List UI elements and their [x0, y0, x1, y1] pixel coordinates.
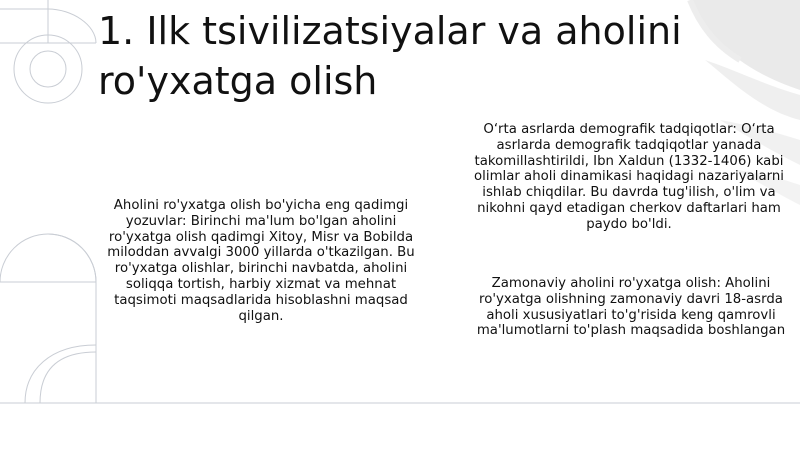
text-block-left: [100, 198, 422, 324]
medieval-demography-paragraph: O‘rta asrlarda demografik tadqiqotlar: O‘rta asrlarda demografik tadqiqotlar yanada takomillashtirildi, Ibn Xaldun (1332-1406) kabi olimlar aholi dinamikasi haqidagi nazariyalarni ishlab chiqdilar. Bu davrda tug'ilish, o'lim va nikohni qayd etadigan cherkov daftarlari ham paydo bo'ldi.: [474, 122, 784, 232]
modern-census-paragraph: Zamonaviy aholini ro'yxatga olish: Aholini ro'yxatga olishning zamonaviy davri 18-asrda aholi xususiyatlari to'g'risida keng qamrovli ma'lumotlarni to'plash maqsadida boshlangan: [476, 276, 786, 339]
ancient-census-paragraph: Aholini ro'yxatga olish bo'yicha eng qadimgi yozuvlar: Birinchi ma'lum bo'lgan aholini ro'yxatga olish qadimgi Xitoy, Misr va Bobilda miloddan avvalgi 3000 yillarda o'tkazilgan. Bu ro'yxatga olishlar, birinchi navbatda, aholini soliqqa tortish, harbiy xizmat va mehnat taqsimoti maqsadlarida hisoblashni maqsad qilgan.: [107, 198, 415, 324]
text-block-right-top: [464, 122, 794, 233]
slide-title: 1. Ilk tsivilizatsiyalar va aholini ro'yxatga olish: [98, 9, 682, 103]
text-block-right-bottom: [470, 276, 792, 339]
